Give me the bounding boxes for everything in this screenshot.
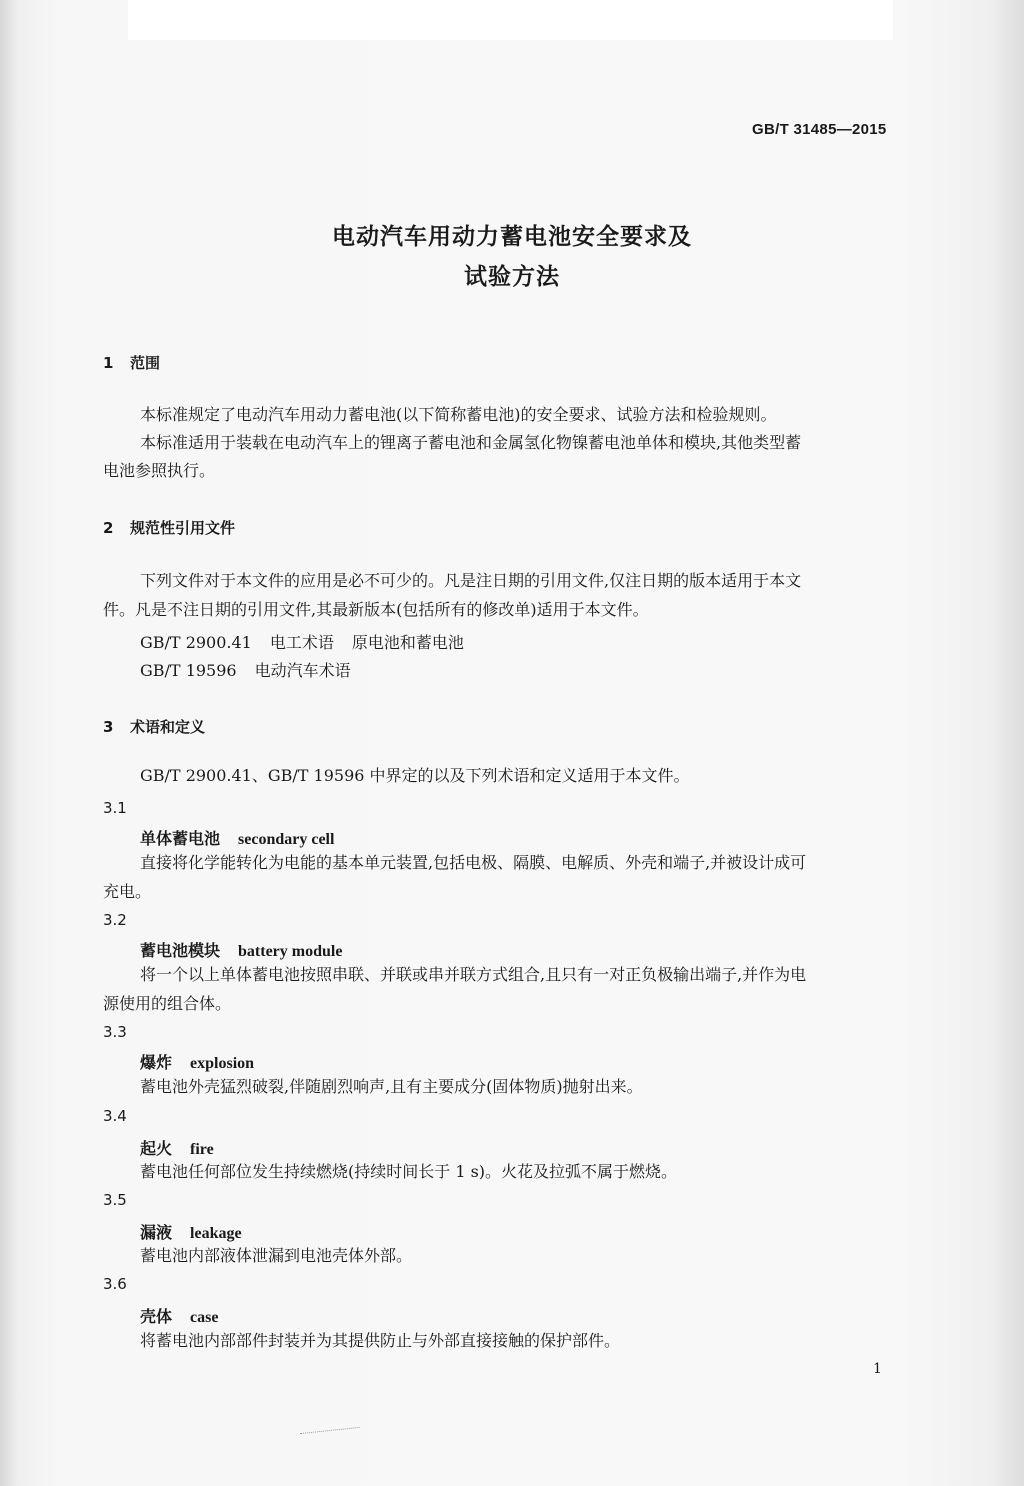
term-entry bbox=[140, 1304, 218, 1327]
term-entry bbox=[140, 1136, 214, 1159]
term-english: explosion bbox=[190, 1055, 255, 1072]
term-definition-continuation: 充电。 bbox=[103, 882, 152, 901]
clause-number: 3.1 bbox=[103, 799, 127, 817]
term-entry bbox=[140, 1050, 254, 1073]
scan-pencil-mark bbox=[300, 1427, 360, 1438]
term-definition: 蓄电池外壳猛烈破裂,伴随剧烈响声,且有主要成分(固体物质)抛射出来。 bbox=[140, 1077, 643, 1096]
paragraph-continuation: 电池参照执行。 bbox=[103, 461, 216, 480]
document-id: GB/T 31485—2015 bbox=[752, 121, 887, 138]
section-number: 3 bbox=[103, 718, 114, 736]
page-number: 1 bbox=[873, 1361, 882, 1377]
paragraph: GB/T 2900.41、GB/T 19596 中界定的以及下列术语和定义适用于本文件。 bbox=[140, 766, 690, 785]
reference-code: GB/T 19596 bbox=[140, 661, 237, 680]
normative-reference bbox=[140, 630, 464, 653]
section-title: 术语和定义 bbox=[130, 718, 206, 736]
clause-number: 3.3 bbox=[103, 1023, 127, 1041]
reference-code: GB/T 2900.41 bbox=[140, 633, 252, 652]
term-definition: 将一个以上单体蓄电池按照串联、并联或串并联方式组合,且只有一对正负极输出端子,并作为电 bbox=[140, 965, 807, 984]
term-definition: 将蓄电池内部部件封装并为其提供防止与外部直接接触的保护部件。 bbox=[140, 1331, 621, 1350]
term-english: case bbox=[190, 1309, 219, 1326]
section-1-heading bbox=[103, 352, 160, 373]
scan-top-strip bbox=[128, 0, 893, 40]
term-definition: 蓄电池任何部位发生持续燃烧(持续时间长于 1 s)。火花及拉弧不属于燃烧。 bbox=[140, 1162, 678, 1181]
paragraph: 本标准规定了电动汽车用动力蓄电池(以下简称蓄电池)的安全要求、试验方法和检验规则。 bbox=[140, 405, 777, 424]
clause-number: 3.2 bbox=[103, 911, 127, 929]
term-chinese: 单体蓄电池 bbox=[140, 829, 221, 848]
clause-number: 3.5 bbox=[103, 1191, 127, 1209]
term-english: secondary cell bbox=[238, 831, 335, 848]
section-3-heading bbox=[103, 716, 205, 737]
section-2-heading bbox=[103, 517, 235, 538]
term-chinese: 爆炸 bbox=[140, 1053, 173, 1072]
term-chinese: 漏液 bbox=[140, 1223, 173, 1242]
reference-title: 电动汽车术语 bbox=[254, 661, 351, 680]
clause-number: 3.6 bbox=[103, 1275, 127, 1293]
term-definition-continuation: 源使用的组合体。 bbox=[103, 994, 232, 1013]
normative-reference bbox=[140, 658, 351, 681]
term-entry bbox=[140, 826, 334, 849]
term-entry bbox=[140, 938, 342, 961]
paragraph-continuation: 件。凡是不注日期的引用文件,其最新版本(包括所有的修改单)适用于本文件。 bbox=[103, 600, 649, 619]
term-chinese: 壳体 bbox=[140, 1307, 173, 1326]
section-number: 1 bbox=[103, 354, 114, 372]
section-title: 规范性引用文件 bbox=[130, 519, 236, 537]
term-definition: 直接将化学能转化为电能的基本单元装置,包括电极、隔膜、电解质、外壳和端子,并被设计成可 bbox=[140, 853, 807, 872]
term-definition: 蓄电池内部液体泄漏到电池壳体外部。 bbox=[140, 1246, 413, 1265]
paragraph: 下列文件对于本文件的应用是必不可少的。凡是注日期的引用文件,仅注日期的版本适用于本文 bbox=[140, 571, 802, 590]
section-number: 2 bbox=[103, 519, 114, 537]
term-chinese: 蓄电池模块 bbox=[140, 941, 221, 960]
section-title: 范围 bbox=[130, 354, 161, 372]
term-english: fire bbox=[190, 1141, 214, 1158]
reference-title: 电工术语 bbox=[269, 633, 334, 652]
term-entry bbox=[140, 1220, 242, 1243]
document-title-line-1: 电动汽车用动力蓄电池安全要求及 bbox=[332, 224, 692, 250]
clause-number: 3.4 bbox=[103, 1107, 127, 1125]
term-chinese: 起火 bbox=[140, 1139, 173, 1158]
reference-subtitle: 原电池和蓄电池 bbox=[351, 633, 464, 652]
document-title-line-2: 试验方法 bbox=[464, 264, 560, 290]
term-english: leakage bbox=[190, 1225, 242, 1242]
term-english: battery module bbox=[238, 943, 343, 960]
paragraph: 本标准适用于装载在电动汽车上的锂离子蓄电池和金属氢化物镍蓄电池单体和模块,其他类型蓄 bbox=[140, 433, 802, 452]
